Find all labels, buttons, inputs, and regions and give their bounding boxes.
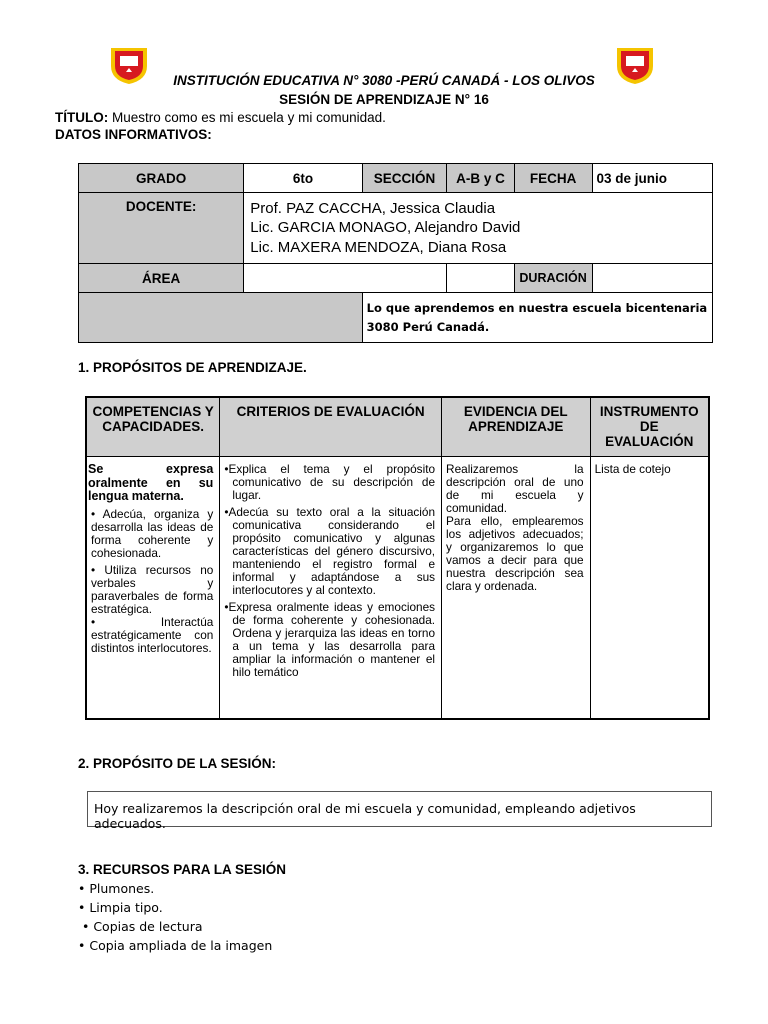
criterios-cell: [220, 457, 442, 720]
lesson-title: [55, 110, 386, 125]
title-label: TÍTULO:: [55, 110, 109, 125]
propositos-table: [85, 396, 710, 720]
capacidad-3: • Interactúa estratégicamente con distintos interlocutores.: [91, 614, 214, 655]
area-value: [244, 264, 447, 293]
header-competencias: COMPETENCIAS Y CAPACIDADES.: [86, 397, 220, 457]
session-purpose-box: Hoy realizaremos la descripción oral de mi escuela y comunidad, empleando adjetivos adecuados.: [87, 791, 712, 827]
fecha-value: 03 de junio: [592, 164, 712, 193]
tema-label-cell: [79, 293, 363, 343]
criterio-1: •Explica el tema y el propósito comunicativo de su descripción de lugar.: [224, 462, 436, 502]
evidencia-cell: [442, 457, 591, 720]
evidencia-2: Para ello, emplearemos los adjetivos adecuados; y organizaremos lo que vamos a decir para que nuestra descripción sea clara y ordenada.: [446, 514, 584, 593]
duracion-label: DURACIÓN: [514, 264, 592, 293]
docente-list: [244, 193, 713, 264]
fecha-label: FECHA: [514, 164, 592, 193]
header-instrumento: INSTRUMENTO DE EVALUACIÓN: [590, 397, 709, 457]
resource-item: • Plumones.: [78, 881, 155, 896]
competencia-title: Se expresa oralmente en su lengua materna.: [88, 462, 214, 503]
resource-item: • Limpia tipo.: [78, 900, 163, 915]
evidencia-1: Realizaremos la descripción oral de uno de mi escuela y comunidad.: [446, 462, 584, 515]
grado-value: 6to: [244, 164, 362, 193]
capacidad-2: • Utiliza recursos no verbales y paraverbales de forma estratégica.: [91, 562, 214, 616]
competencias-cell: [86, 457, 220, 720]
tema-value: Lo que aprendemos en nuestra escuela bicentenaria 3080 Perú Canadá.: [362, 293, 712, 343]
duracion-value: [592, 264, 712, 293]
instrumento-value: Lista de cotejo: [594, 462, 671, 476]
criterio-3: •Expresa oralmente ideas y emociones de forma coherente y cohesionada. Ordena y jerarquiza las ideas en torno a un tema y las desarrolla para ampliar la información o mantener el hilo temático: [224, 600, 436, 679]
session-title: SESIÓN DE APRENDIZAJE N° 16: [279, 92, 489, 107]
resource-item: • Copia ampliada de la imagen: [78, 938, 273, 953]
header-criterios: CRITERIOS DE EVALUACIÓN: [220, 397, 442, 457]
datos-heading: DATOS INFORMATIVOS:: [55, 127, 212, 142]
docente-2: Lic. GARCIA MONAGO, Alejandro David: [250, 219, 521, 237]
docente-3: Lic. MAXERA MENDOZA, Diana Rosa: [250, 238, 507, 256]
area-label: ÁREA: [79, 264, 244, 293]
section-2-heading: 2. PROPÓSITO DE LA SESIÓN:: [78, 756, 277, 771]
capacidad-1: • Adecúa, organiza y desarrolla las ideas de forma coherente y cohesionada.: [91, 506, 214, 560]
seccion-value: A-B y C: [447, 164, 514, 193]
docente-1: Prof. PAZ CACCHA, Jessica Claudia: [250, 199, 496, 217]
docente-label: DOCENTE:: [79, 193, 244, 264]
header-evidencia: EVIDENCIA DEL APRENDIZAJE: [442, 397, 591, 457]
area-extra: [447, 264, 514, 293]
info-table: [78, 163, 713, 343]
grado-label: GRADO: [79, 164, 244, 193]
criterio-2: •Adecúa su texto oral a la situación comunicativa considerando el propósito comunicativo y algunas características del género discursivo, manteniendo el registro formal e informal y adaptándose a sus interlocutores y al contexto.: [224, 505, 436, 597]
section-3-heading: 3. RECURSOS PARA LA SESIÓN: [78, 862, 287, 877]
seccion-label: SECCIÓN: [362, 164, 447, 193]
institution-title: INSTITUCIÓN EDUCATIVA N° 3080 -PERÚ CANADÁ - LOS OLIVOS: [173, 73, 595, 88]
title-value: Muestro como es mi escuela y mi comunidad.: [108, 110, 386, 125]
instrumento-cell: [590, 457, 709, 720]
section-1-heading: 1. PROPÓSITOS DE APRENDIZAJE.: [78, 360, 307, 375]
resource-item: • Copias de lectura: [78, 919, 203, 934]
